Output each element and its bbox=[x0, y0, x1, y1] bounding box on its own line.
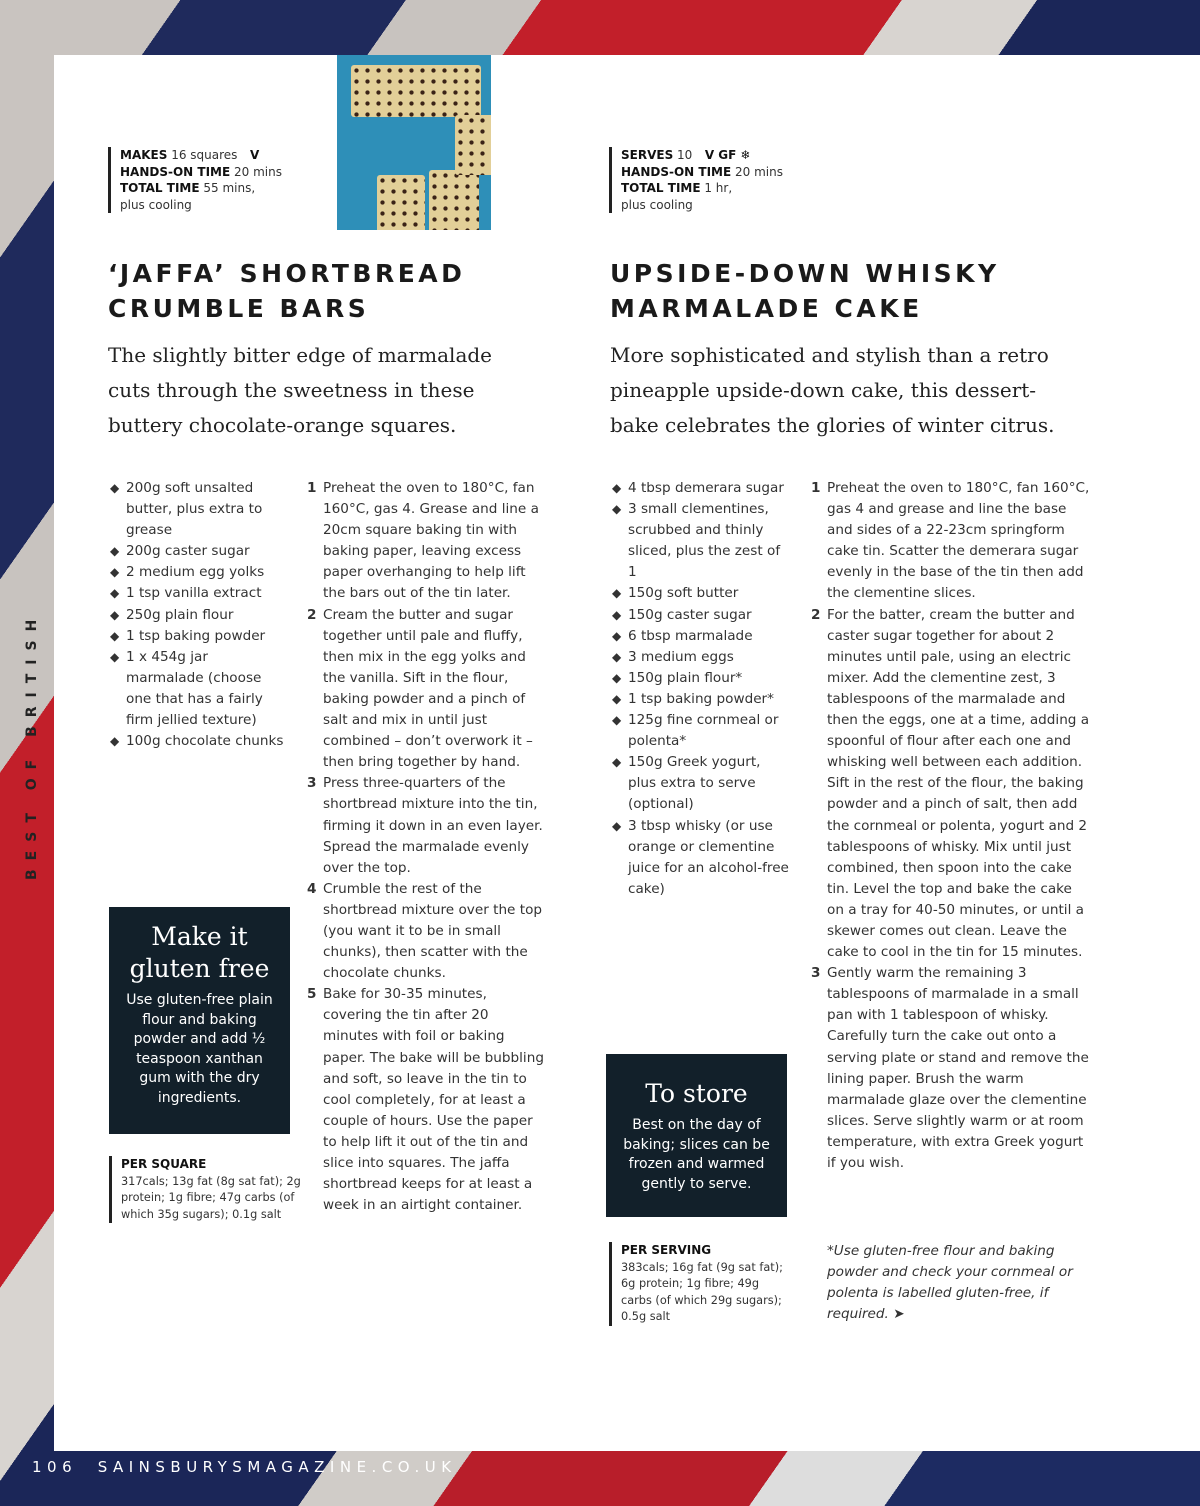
meta-value: plus cooling bbox=[120, 197, 192, 212]
meta-line bbox=[120, 180, 320, 197]
ingredient-text: 1 tsp baking powder* bbox=[628, 690, 774, 707]
method-step bbox=[307, 879, 547, 984]
meta-line bbox=[621, 147, 821, 164]
step-text: Preheat the oven to 180°C, fan 160°C, gas 4. Grease and line a 20cm square baking tin with baking paper, leaving excess paper overhanging to help lift the bars out of the tin later. bbox=[323, 480, 539, 602]
footnote-text: *Use gluten-free flour and baking powder and check your cornmeal or polenta is labelled gluten-free, if required. bbox=[827, 1243, 1073, 1323]
step-number: 5 bbox=[307, 986, 317, 1003]
method-step bbox=[811, 478, 1091, 605]
ingredient-item bbox=[110, 626, 285, 647]
ingredient-text: 200g soft unsalted butter, plus extra to grease bbox=[126, 480, 263, 539]
bullet-icon: ◆ bbox=[110, 544, 120, 559]
recipe2-ingredients bbox=[612, 478, 792, 900]
recipe2-intro: More sophisticated and stylish than a retro pineapple upside-down cake, this dessert-bake celebrates the glories of winter citrus. bbox=[610, 343, 1055, 437]
shortbread-square-image bbox=[429, 170, 479, 230]
meta-line bbox=[621, 180, 821, 197]
ingredient-text: 6 tbsp marmalade bbox=[628, 627, 753, 644]
recipe1-method bbox=[307, 478, 547, 1216]
ingredient-item bbox=[110, 562, 285, 583]
ingredient-text: 1 tsp baking powder bbox=[126, 627, 266, 644]
ingredient-text: 250g plain flour bbox=[126, 606, 234, 623]
ingredient-item bbox=[612, 605, 792, 626]
ingredient-item bbox=[612, 626, 792, 647]
ingredient-item bbox=[612, 583, 792, 604]
arrow-icon: ➤ bbox=[893, 1306, 905, 1323]
recipe2-meta bbox=[609, 147, 821, 213]
recipe1-ingredients bbox=[110, 478, 285, 752]
ingredient-text: 100g chocolate chunks bbox=[126, 733, 284, 750]
ingredient-item bbox=[110, 541, 285, 562]
nutrition-label: PER SERVING bbox=[621, 1243, 712, 1257]
nutrition-text: 317cals; 13g fat (8g sat fat); 2g protein; 1g fibre; 47g carbs (of which 35g sugars); 0.1g salt bbox=[121, 1174, 301, 1221]
bullet-icon: ◆ bbox=[612, 713, 622, 728]
recipe1-intro: The slightly bitter edge of marmalade cuts through the sweetness in these buttery chocolate-orange squares. bbox=[108, 343, 493, 437]
bullet-icon: ◆ bbox=[110, 649, 120, 664]
ingredient-text: 150g caster sugar bbox=[628, 606, 752, 623]
meta-line bbox=[120, 197, 320, 214]
nutrition-text: 383cals; 16g fat (9g sat fat); 6g protein; 1g fibre; 49g carbs (of which 29g sugars); 0.5g salt bbox=[621, 1260, 783, 1323]
recipe1-title: ‘JAFFA’ SHORTBREAD CRUMBLE BARS bbox=[108, 259, 466, 323]
method-step bbox=[307, 478, 547, 605]
step-number: 3 bbox=[811, 965, 821, 982]
meta-value: 20 mins bbox=[230, 164, 282, 179]
bullet-icon: ◆ bbox=[612, 670, 622, 685]
ingredient-text: 1 tsp vanilla extract bbox=[126, 585, 262, 602]
meta-line bbox=[621, 164, 821, 181]
meta-key: TOTAL TIME bbox=[120, 181, 200, 195]
meta-key: SERVES bbox=[621, 148, 674, 162]
ingredient-item bbox=[612, 499, 792, 583]
step-number: 1 bbox=[307, 480, 317, 496]
ingredient-item bbox=[110, 605, 285, 626]
meta-value: 16 squares bbox=[167, 148, 238, 162]
shortbread-bar-image bbox=[351, 65, 481, 117]
recipe2-nutrition bbox=[609, 1242, 791, 1326]
bullet-icon: ◆ bbox=[110, 481, 120, 495]
bullet-icon: ◆ bbox=[612, 649, 622, 664]
gluten-free-title: Make it gluten free bbox=[129, 922, 270, 983]
ingredient-text: 2 medium egg yolks bbox=[126, 564, 265, 581]
bullet-icon: ◆ bbox=[110, 586, 120, 601]
meta-value: 20 mins bbox=[731, 164, 783, 179]
ingredient-text: 125g fine cornmeal or polenta* bbox=[628, 712, 779, 750]
recipe2-title: UPSIDE-DOWN WHISKY MARMALADE CAKE bbox=[610, 259, 1000, 323]
step-number: 4 bbox=[307, 880, 317, 897]
ingredient-text: 3 medium eggs bbox=[628, 648, 734, 665]
step-number: 1 bbox=[811, 480, 821, 496]
ingredient-item bbox=[612, 752, 792, 815]
ingredient-text: 3 tbsp whisky (or use orange or clementine juice for an alcohol-free cake) bbox=[628, 817, 789, 897]
ingredient-item bbox=[612, 689, 792, 710]
shortbread-square-image bbox=[377, 175, 425, 230]
ingredient-item bbox=[612, 668, 792, 689]
method-step bbox=[307, 773, 547, 878]
step-text: For the batter, cream the butter and caster sugar together for about 2 minutes until pale, using an electric mixer. Add the clementine zest, 3 tablespoons of the marmalade and then the eggs, one at a time, adding a spoonful of flour after each one and whisking well between each addition. Sift in the rest of the flour, the baking powder and a pinch of salt, then add the cornmeal or polenta, yogurt and 2 tablespoons of whisky. Mix until just combined, then spoon into the cake tin. Level the top and bake the cake on a tray for 40-50 minutes, or until a skewer comes out clean. Leave the cake to cool in the tin for 15 minutes. bbox=[827, 606, 1090, 961]
bullet-icon: ◆ bbox=[612, 607, 622, 622]
to-store-box bbox=[606, 1054, 787, 1217]
bullet-icon: ◆ bbox=[612, 481, 622, 495]
ingredient-item bbox=[612, 816, 792, 900]
ingredient-item bbox=[110, 731, 285, 752]
meta-value: 55 mins, bbox=[199, 181, 256, 195]
bullet-icon: ◆ bbox=[612, 818, 622, 833]
bullet-icon: ◆ bbox=[612, 502, 622, 517]
method-step bbox=[307, 605, 547, 774]
recipe1-nutrition bbox=[109, 1156, 311, 1223]
section-label: BEST OF BRITISH bbox=[24, 610, 40, 880]
ingredient-item bbox=[110, 583, 285, 604]
ingredient-item bbox=[110, 478, 285, 541]
to-store-title: To store bbox=[645, 1079, 748, 1108]
method-step bbox=[811, 605, 1091, 964]
meta-line bbox=[120, 164, 320, 181]
bullet-icon: ◆ bbox=[110, 565, 120, 580]
bullet-icon: ◆ bbox=[612, 755, 622, 770]
meta-value: 1 hr, bbox=[700, 181, 733, 195]
meta-value: 10 bbox=[673, 148, 693, 162]
diet-tags: V GF ❄ bbox=[692, 148, 751, 162]
step-text: Cream the butter and sugar together until pale and fluffy, then mix in the egg yolks and the vanilla. Sift in the flour, baking powder and a pinch of salt and mix in until just combined – don’t overwork it – then bring together by hand. bbox=[323, 606, 533, 771]
recipe1-meta bbox=[108, 147, 320, 213]
step-text: Gently warm the remaining 3 tablespoons of marmalade in a small pan with 1 tablespoon of whisky. Carefully turn the cake out onto a serving plate or stand and remove the lining paper. Brush the warm marmalade glaze over the clementine slices. Serve slightly warm or at room temperature, with extra Greek yogurt if you wish. bbox=[827, 965, 1089, 1171]
ingredient-item bbox=[110, 647, 285, 731]
page-footer bbox=[32, 1458, 457, 1476]
step-text: Press three-quarters of the shortbread mixture into the tin, firming it down in an even layer. Spread the marmalade evenly over the top. bbox=[323, 775, 543, 876]
gluten-free-box bbox=[109, 907, 290, 1134]
ingredient-item bbox=[612, 647, 792, 668]
page-number: 106 bbox=[32, 1458, 78, 1476]
ingredient-text: 200g caster sugar bbox=[126, 543, 250, 560]
method-step bbox=[307, 984, 547, 1216]
step-number: 2 bbox=[811, 606, 821, 623]
nutrition-label: PER SQUARE bbox=[121, 1157, 207, 1171]
ingredient-text: 150g plain flour* bbox=[628, 669, 743, 686]
meta-value: plus cooling bbox=[621, 197, 693, 212]
ingredient-item bbox=[612, 710, 792, 752]
ingredient-item bbox=[612, 478, 792, 499]
step-number: 3 bbox=[307, 775, 317, 792]
method-step bbox=[811, 963, 1091, 1174]
bullet-icon: ◆ bbox=[110, 628, 120, 643]
step-text: Bake for 30-35 minutes, covering the tin after 20 minutes with foil or baking paper. The bake will be bubbling and soft, so leave in the tin to cool completely, for at least a couple of hours. Use the paper to help lift it out of the tin and slice into squares. The jaffa shortbread keeps for at least a week in an airtight container. bbox=[323, 986, 544, 1214]
meta-key: HANDS-ON TIME bbox=[120, 164, 231, 179]
gluten-free-text: Use gluten-free plain flour and baking powder and add ½ teaspoon xanthan gum with the dry ingredients. bbox=[126, 992, 273, 1106]
shortbread-photo bbox=[337, 55, 491, 230]
bullet-icon: ◆ bbox=[110, 734, 120, 749]
ingredient-text: 150g Greek yogurt, plus extra to serve (optional) bbox=[628, 754, 761, 813]
ingredient-text: 1 x 454g jar marmalade (choose one that has a fairly firm jellied texture) bbox=[126, 648, 263, 729]
magazine-url: SAINSBURYSMAGAZINE.CO.UK bbox=[97, 1458, 457, 1476]
meta-line bbox=[120, 147, 320, 164]
bullet-icon: ◆ bbox=[612, 628, 622, 643]
to-store-text: Best on the day of baking; slices can be frozen and warmed gently to serve. bbox=[623, 1117, 770, 1192]
diet-tags: V bbox=[237, 148, 260, 162]
step-text: Preheat the oven to 180°C, fan 160°C, gas 4 and grease and line the base and sides of a 22-23cm springform cake tin. Scatter the demerara sugar evenly in the base of the tin then add the clementine slices. bbox=[827, 480, 1090, 602]
ingredient-text: 150g soft butter bbox=[628, 585, 739, 602]
ingredient-text: 3 small clementines, scrubbed and thinly sliced, plus the zest of 1 bbox=[628, 501, 781, 581]
step-text: Crumble the rest of the shortbread mixture over the top (you want it to be in small chunks), then scatter with the chocolate chunks. bbox=[323, 880, 543, 982]
step-number: 2 bbox=[307, 606, 317, 623]
bullet-icon: ◆ bbox=[612, 691, 622, 706]
recipe2-method bbox=[811, 478, 1091, 1174]
meta-key: HANDS-ON TIME bbox=[621, 164, 732, 179]
meta-line bbox=[621, 197, 821, 214]
recipe2-footnote bbox=[827, 1241, 1077, 1325]
bullet-icon: ◆ bbox=[110, 607, 120, 622]
meta-key: TOTAL TIME bbox=[621, 181, 701, 195]
shortbread-square-image bbox=[455, 115, 491, 175]
meta-key: MAKES bbox=[120, 148, 168, 162]
ingredient-text: 4 tbsp demerara sugar bbox=[628, 480, 784, 496]
bullet-icon: ◆ bbox=[612, 586, 622, 601]
